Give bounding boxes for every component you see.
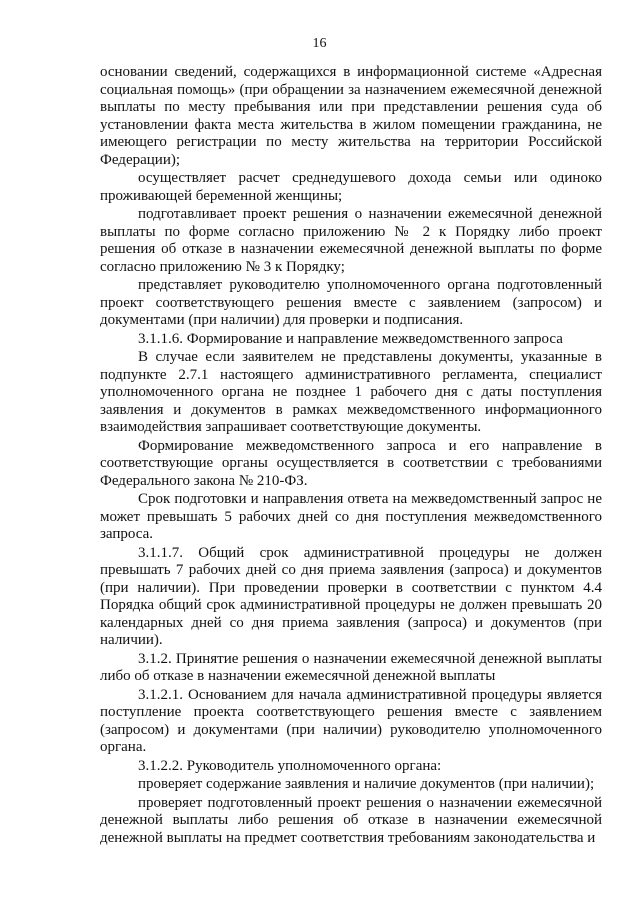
paragraph: проверяет содержание заявления и наличие документов (при наличии); [138,776,595,792]
paragraph: Срок подготовки и направления ответа на межведомственный запрос не может превышать 5 рабочих дней со дня поступления межведомственного запроса. [100,491,602,542]
paragraph: 3.1.2.1. Основанием для начала административной процедуры является поступление проекта соответствующего решения вместе с заявлением (запросом) и документами (при наличии) руководителю уполномоченного органа. [100,686,602,755]
paragraph: 3.1.2.2. Руководитель уполномоченного органа: [138,757,442,774]
paragraph: основании сведений, содержащихся в информационной системе «Адресная социальная помощь» (при обращении за назначением ежемесячной денежной выплаты по месту пребывания или при представлении решения суда об установлении факта места жительства в жилом помещении гражданина, не имеющего регистрации по месту жительства на территории Российской Федерации); [100,64,602,168]
paragraph: В случае если заявителем не представлены документы, указанные в подпункте 2.7.1 настоящего административного регламента, специалист уполномоченного органа не позднее 1 рабочего дня с даты поступления заявления и документов в рамках межведомственного информационного взаимодействия запрашивает соответствующие документы. [100,349,602,435]
page-number: 16 [312,36,327,51]
paragraph: представляет руководителю уполномоченного органа подготовленный проект соответствующего решения вместе с заявлением (запросом) и документами (при наличии) для проверки и подписания. [100,277,602,328]
paragraph: Формирование межведомственного запроса и его направление в соответствующие органы осуществляется в соответствии с требованиями Федерального закона № 210-ФЗ. [100,437,602,489]
paragraph: проверяет подготовленный проект решения о назначении ежемесячной денежной выплаты либо решения об отказе в назначении ежемесячной денежной выплаты на предмет соответствия требованиям законодательства и [100,794,602,846]
paragraph: подготавливает проект решения о назначении ежемесячной денежной выплаты по форме согласно приложению № 2 к Порядку либо проект решения об отказе в назначении ежемесячной денежной выплаты по форме согласно приложению № 3 к Порядку; [100,206,602,275]
paragraph: осуществляет расчет среднедушевого дохода семьи или одиноко проживающей беременной женщины; [100,170,602,204]
section-heading: 3.1.2. Принятие решения о назначении ежемесячной денежной выплаты либо об отказе в назначении ежемесячной денежной выплаты [100,650,602,684]
document-body [100,64,602,848]
section-heading: 3.1.1.6. Формирование и направление межведомственного запроса [138,330,563,347]
paragraph: 3.1.1.7. Общий срок административной процедуры не должен превышать 7 рабочих дней со дня приема заявления (запроса) и документов (при наличии). При проведении проверки в соответствии с пунктом 4.4 Порядка общий срок административной процедуры не должен превышать 20 календарных дней со дня приема заявления (запроса) и документов (при наличии). [100,544,602,648]
